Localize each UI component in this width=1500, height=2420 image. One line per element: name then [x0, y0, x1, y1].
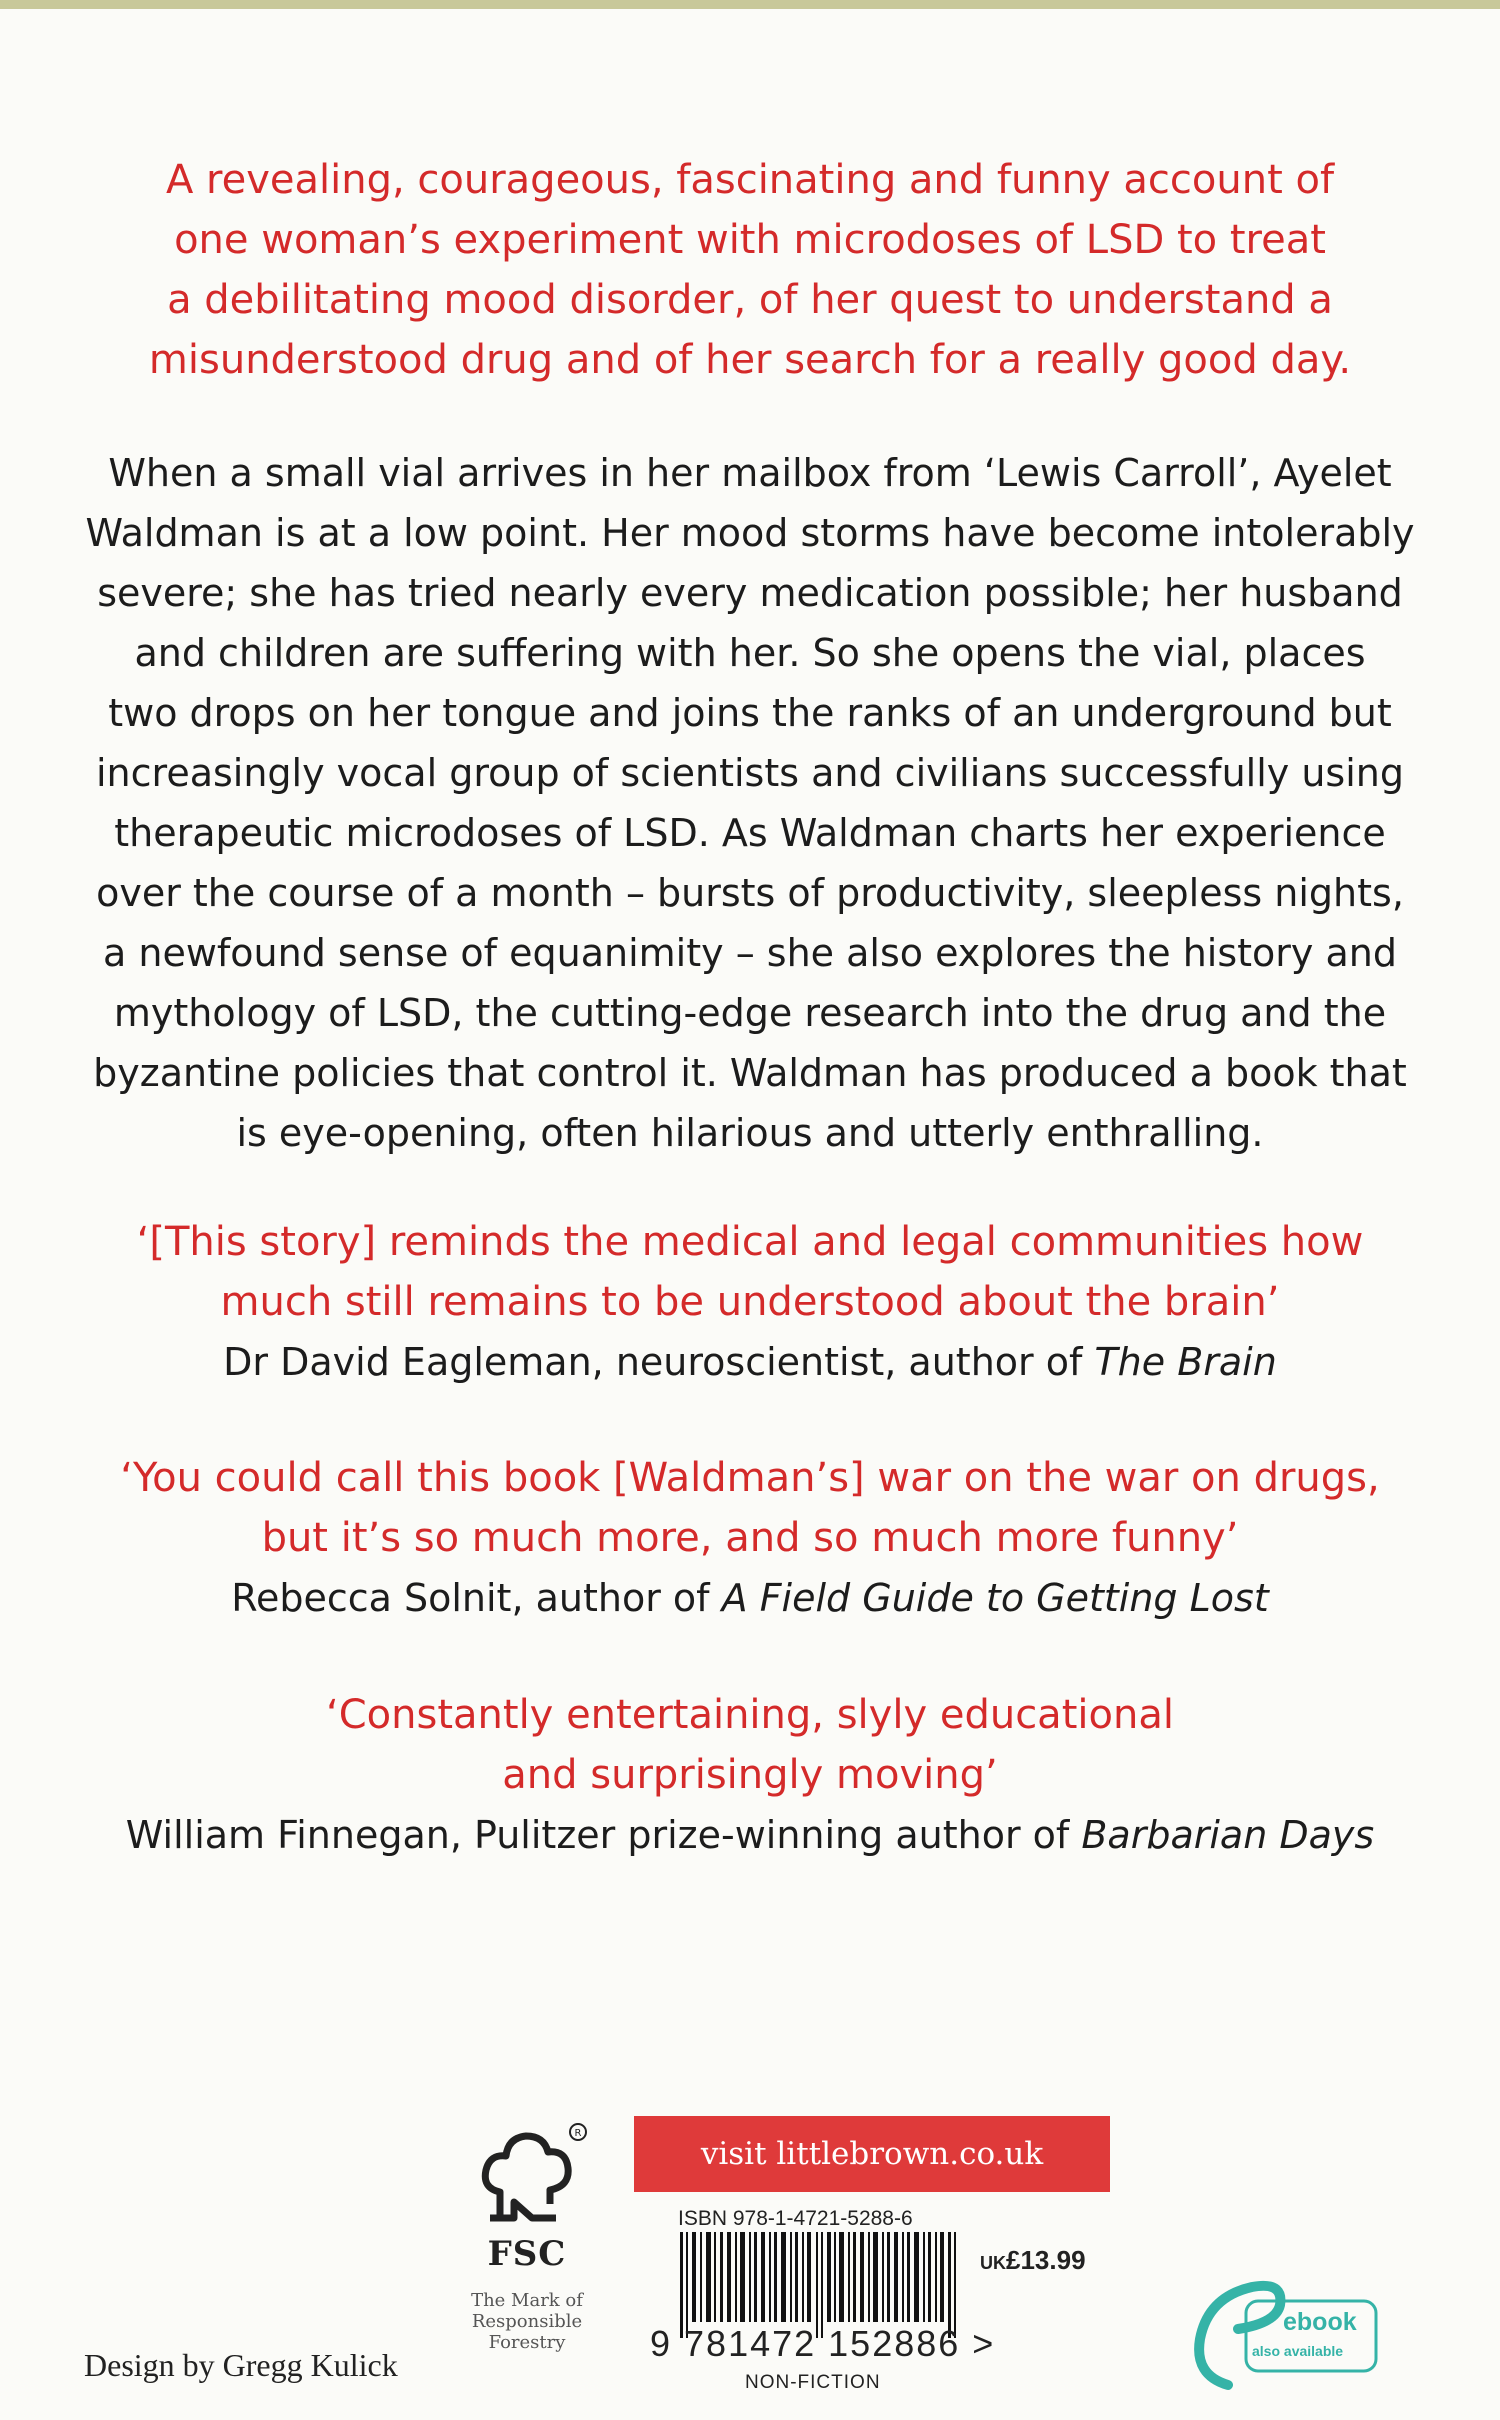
- ebook-label: ebook: [1283, 2308, 1357, 2336]
- blurb-body-line: byzantine policies that control it. Waldman has produced a book that: [93, 1051, 1407, 1095]
- quote-attribution-finnegan: [70, 1805, 1430, 1865]
- attribution-line: [70, 1568, 1430, 1628]
- quote-line: but it’s so much more, and so much more funny’: [261, 1515, 1239, 1561]
- attribution-line: [70, 1332, 1430, 1392]
- blurb-lead-line: a debilitating mood disorder, of her quest to understand a: [167, 277, 1333, 323]
- design-credit: Design by Gregg Kulick: [84, 2347, 398, 2383]
- cover-top-edge: [0, 0, 1500, 9]
- price-amount: £13.99: [1006, 2245, 1086, 2275]
- blurb-body-line: mythology of LSD, the cutting-edge research into the drug and the: [113, 991, 1387, 1035]
- attribution-author: Rebecca Solnit, author of: [231, 1576, 722, 1620]
- attribution-author: William Finnegan, Pulitzer prize-winning author of: [125, 1813, 1082, 1857]
- fsc-logo: [462, 2122, 592, 2382]
- blurb-body-line: Waldman is at a low point. Her mood storms have become intolerably: [85, 511, 1415, 555]
- blurb-body-line: is eye-opening, often hilarious and utterly enthralling.: [236, 1111, 1264, 1155]
- publisher-website-banner: visit littlebrown.co.uk: [634, 2116, 1110, 2192]
- fsc-tagline-line: Responsible: [471, 2311, 583, 2332]
- review-quote-solnit: [70, 1448, 1430, 1568]
- blurb-body-line: increasingly vocal group of scientists and civilians successfully using: [96, 751, 1404, 795]
- review-quote-finnegan: [70, 1685, 1430, 1805]
- review-quote-eagleman: [70, 1212, 1430, 1332]
- barcode-digits: 9 781472 152886 >: [650, 2323, 996, 2364]
- ebook-availability: also available: [1252, 2343, 1344, 2359]
- blurb-body-line: therapeutic microdoses of LSD. As Waldman charts her experience: [114, 811, 1386, 855]
- attribution-work-title: Barbarian Days: [1081, 1813, 1375, 1857]
- quote-line: and surprisingly moving’: [502, 1752, 998, 1798]
- quote-line: ‘You could call this book [Waldman’s] war on the war on drugs,: [120, 1455, 1380, 1501]
- attribution-line: [70, 1805, 1430, 1865]
- attribution-work-title: A Field Guide to Getting Lost: [721, 1576, 1269, 1620]
- blurb-body-line: When a small vial arrives in her mailbox from ‘Lewis Carroll’, Ayelet: [108, 451, 1392, 495]
- blurb-lead-line: one woman’s experiment with microdoses of LSD to treat: [174, 217, 1326, 263]
- quote-line: much still remains to be understood about the brain’: [220, 1279, 1280, 1325]
- quote-line: ‘[This story] reminds the medical and legal communities how: [136, 1219, 1364, 1265]
- quote-attribution-solnit: [70, 1568, 1430, 1628]
- price-region: UK: [980, 2253, 1006, 2273]
- blurb-body-line: over the course of a month – bursts of productivity, sleepless nights,: [96, 871, 1404, 915]
- blurb-body: [70, 443, 1430, 1163]
- quote-line: ‘Constantly entertaining, slyly educational: [326, 1692, 1174, 1738]
- isbn-number: ISBN 978-1-4721-5288-6: [678, 2207, 913, 2230]
- blurb-body-line: two drops on her tongue and joins the ranks of an underground but: [108, 691, 1392, 735]
- fsc-tagline-line: Forestry: [488, 2332, 566, 2353]
- blurb-lead: [90, 150, 1410, 390]
- category-label: NON-FICTION: [745, 2372, 881, 2393]
- fsc-tagline: [462, 2290, 592, 2353]
- quote-attribution-eagleman: [70, 1332, 1430, 1392]
- attribution-author: Dr David Eagleman, neuroscientist, author of: [223, 1340, 1095, 1384]
- blurb-lead-line: misunderstood drug and of her search for a really good day.: [148, 337, 1352, 383]
- blurb-lead-line: A revealing, courageous, fascinating and funny account of: [165, 157, 1335, 203]
- blurb-body-line: a newfound sense of equanimity – she also explores the history and: [103, 931, 1397, 975]
- blurb-body-line: and children are suffering with her. So she opens the vial, places: [134, 631, 1366, 675]
- price-label: [980, 2245, 1086, 2276]
- fsc-tree-icon: [462, 2122, 592, 2232]
- fsc-label: FSC: [487, 2234, 567, 2274]
- svg-text:R: R: [574, 2128, 582, 2139]
- blurb-body-line: severe; she has tried nearly every medication possible; her husband: [97, 571, 1403, 615]
- fsc-tagline-line: The Mark of: [471, 2290, 583, 2311]
- attribution-work-title: The Brain: [1094, 1340, 1277, 1384]
